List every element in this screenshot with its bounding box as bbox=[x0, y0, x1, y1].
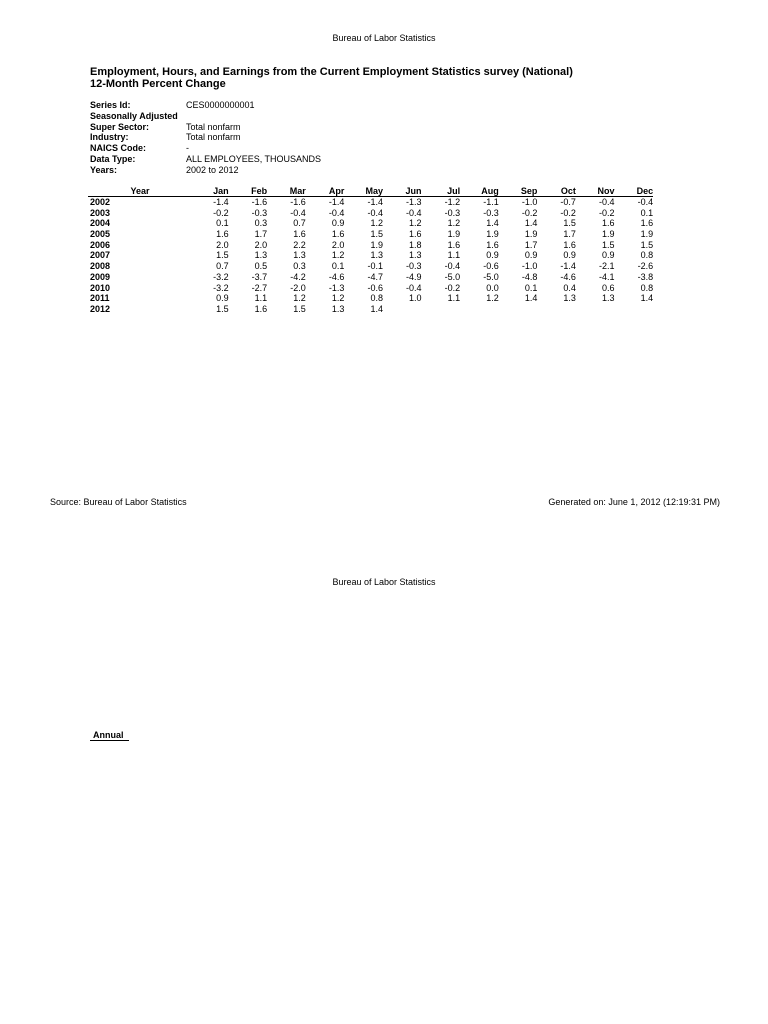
table-cell: -0.3 bbox=[444, 207, 461, 218]
table-row bbox=[88, 218, 653, 229]
table-row bbox=[88, 229, 653, 240]
table-cell: -0.6 bbox=[483, 261, 499, 272]
table-cell: -1.0 bbox=[521, 261, 538, 272]
table-cell: -0.4 bbox=[599, 197, 615, 207]
table-cell: 1.3 bbox=[331, 303, 345, 314]
table-cell: -2.7 bbox=[251, 282, 268, 293]
table-cell: 1.3 bbox=[409, 250, 422, 261]
table-cell: 1.1 bbox=[447, 250, 461, 261]
table-cell: 1.9 bbox=[640, 229, 654, 240]
table-cell: 1.6 bbox=[409, 229, 422, 240]
table-cell: -0.3 bbox=[406, 261, 422, 272]
meta-label: Seasonally Adjusted bbox=[90, 110, 178, 121]
table-cell: -0.4 bbox=[406, 282, 422, 293]
table-cell: -4.2 bbox=[290, 271, 306, 282]
table-cell: 1.4 bbox=[486, 218, 499, 229]
meta-row-naics-code bbox=[90, 143, 321, 154]
row-year: 2012 bbox=[90, 303, 111, 314]
table-cell: 1.4 bbox=[524, 293, 538, 304]
table-cell: 1.6 bbox=[254, 303, 268, 314]
table-cell: -2.0 bbox=[290, 282, 306, 293]
row-year: 2005 bbox=[90, 229, 111, 240]
meta-row-years bbox=[90, 165, 321, 176]
table-cell: 1.9 bbox=[486, 229, 499, 240]
table-cell: 2.0 bbox=[331, 239, 345, 250]
table-cell: -0.2 bbox=[444, 282, 461, 293]
table-cell: 1.4 bbox=[370, 303, 383, 314]
meta-value: 2002 to 2012 bbox=[186, 164, 239, 175]
table-cell: 1.5 bbox=[216, 250, 229, 261]
meta-value: ALL EMPLOYEES, THOUSANDS bbox=[186, 153, 322, 164]
table-cell: -0.4 bbox=[444, 261, 461, 272]
table-row bbox=[88, 197, 653, 208]
table-cell: 1.5 bbox=[563, 218, 576, 229]
table-cell: -3.2 bbox=[213, 271, 229, 282]
meta-row-series-id bbox=[90, 100, 321, 111]
meta-label: Data Type: bbox=[90, 153, 136, 164]
table-cell: 0.3 bbox=[293, 261, 306, 272]
percent-change-table bbox=[88, 186, 653, 315]
table-cell: 2.2 bbox=[293, 239, 306, 250]
table-cell: -0.4 bbox=[290, 207, 306, 218]
table-cell: 1.9 bbox=[602, 229, 615, 240]
table-cell: 0.9 bbox=[486, 250, 499, 261]
table-cell bbox=[383, 304, 422, 315]
page2-header: Bureau of Labor Statistics bbox=[332, 577, 436, 587]
table-cell: 0.9 bbox=[331, 218, 345, 229]
table-cell: 0.1 bbox=[524, 282, 538, 293]
table-cell: -4.1 bbox=[599, 271, 615, 282]
table-cell: -3.7 bbox=[251, 271, 268, 282]
table-cell: 1.2 bbox=[486, 293, 499, 304]
table-row bbox=[88, 283, 653, 294]
table-cell: -5.0 bbox=[444, 271, 461, 282]
meta-label: Series Id: bbox=[90, 100, 131, 110]
table-cell: 1.6 bbox=[640, 218, 654, 229]
report-title: Employment, Hours, and Earnings from the Current Employment Statistics survey (National) bbox=[90, 66, 573, 78]
table-cell: 1.5 bbox=[602, 239, 615, 250]
table-cell: 0.0 bbox=[486, 282, 499, 293]
table-cell: 1.6 bbox=[486, 239, 499, 250]
meta-label: NAICS Code: bbox=[90, 143, 146, 154]
table-row bbox=[88, 208, 653, 219]
table-cell: 0.1 bbox=[331, 261, 345, 272]
table-cell: -0.3 bbox=[251, 207, 268, 218]
footer-source: Source: Bureau of Labor Statistics bbox=[50, 497, 187, 507]
table-cell bbox=[460, 304, 499, 315]
column-header-dec: Dec bbox=[636, 186, 654, 196]
table-cell: -0.2 bbox=[560, 207, 576, 218]
column-header-may: May bbox=[365, 186, 383, 196]
table-cell: -0.1 bbox=[367, 261, 383, 272]
row-year: 2011 bbox=[90, 293, 110, 304]
table-cell: -1.1 bbox=[483, 197, 499, 207]
page-header: Bureau of Labor Statistics bbox=[332, 33, 436, 43]
table-cell: 1.3 bbox=[563, 293, 576, 304]
table-cell: 1.2 bbox=[447, 218, 461, 229]
row-year: 2008 bbox=[90, 261, 111, 272]
table-cell: -0.2 bbox=[213, 207, 229, 218]
table-cell: 1.6 bbox=[447, 239, 461, 250]
table-cell: -1.3 bbox=[406, 197, 422, 207]
table-cell: 0.3 bbox=[254, 218, 268, 229]
meta-label: Industry: bbox=[90, 132, 129, 143]
row-year: 2004 bbox=[90, 218, 111, 229]
table-cell bbox=[576, 304, 615, 315]
table-cell: -2.6 bbox=[637, 261, 654, 272]
row-year: 2002 bbox=[90, 197, 111, 207]
table-cell: -1.6 bbox=[251, 197, 268, 207]
meta-value: Total nonfarm bbox=[186, 121, 241, 132]
meta-label: Years: bbox=[90, 164, 118, 175]
table-row bbox=[88, 272, 653, 283]
table-cell: 0.8 bbox=[640, 250, 654, 261]
table-cell: 1.5 bbox=[293, 303, 306, 314]
table-cell: 1.9 bbox=[524, 229, 538, 240]
table-cell: 1.3 bbox=[602, 293, 615, 304]
table-cell: 0.1 bbox=[216, 218, 229, 229]
table-cell bbox=[537, 304, 576, 315]
table-cell: 1.2 bbox=[293, 293, 306, 304]
table-cell: 1.2 bbox=[331, 293, 345, 304]
table-cell: 0.9 bbox=[216, 293, 229, 304]
table-header-row bbox=[88, 186, 653, 197]
table-cell: 2.0 bbox=[216, 239, 229, 250]
table-cell: 1.3 bbox=[370, 250, 383, 261]
meta-row-data-type bbox=[90, 154, 321, 165]
table-cell: -4.9 bbox=[406, 271, 422, 282]
table-body bbox=[88, 197, 653, 315]
table-cell: 1.7 bbox=[563, 229, 576, 240]
table-cell: 0.7 bbox=[216, 261, 229, 272]
table-cell: 1.6 bbox=[602, 218, 615, 229]
table-cell: 0.1 bbox=[640, 207, 654, 218]
table-cell: 0.7 bbox=[293, 218, 306, 229]
table-cell: -0.2 bbox=[521, 207, 538, 218]
table-cell: 0.8 bbox=[370, 293, 383, 304]
column-header-nov: Nov bbox=[597, 186, 615, 196]
table-cell: -0.2 bbox=[599, 207, 615, 218]
table-row bbox=[88, 304, 653, 315]
column-header-sep: Sep bbox=[520, 186, 538, 196]
table-cell: 1.1 bbox=[254, 293, 268, 304]
table-cell: 1.4 bbox=[524, 218, 538, 229]
table-cell: -0.4 bbox=[367, 207, 383, 218]
table-cell: -0.7 bbox=[560, 197, 576, 207]
column-header-jul: Jul bbox=[447, 186, 461, 196]
table-cell: -1.6 bbox=[290, 197, 306, 207]
table-cell: -0.4 bbox=[328, 207, 345, 218]
table-cell: 0.9 bbox=[563, 250, 576, 261]
table-cell: 1.8 bbox=[409, 239, 422, 250]
table-cell: -4.8 bbox=[521, 271, 538, 282]
column-header-mar: Mar bbox=[289, 186, 306, 196]
table-cell: -1.4 bbox=[560, 261, 576, 272]
table-cell: -1.2 bbox=[444, 197, 461, 207]
table-cell: -1.0 bbox=[521, 197, 538, 207]
table-cell: 0.9 bbox=[524, 250, 538, 261]
meta-row-super-sector bbox=[90, 122, 321, 133]
table-cell: -1.4 bbox=[328, 197, 345, 207]
table-cell: 1.5 bbox=[370, 229, 383, 240]
meta-label: Super Sector: bbox=[90, 121, 150, 132]
table-cell: 1.6 bbox=[563, 239, 576, 250]
table-cell: -4.6 bbox=[560, 271, 576, 282]
table-cell: 0.8 bbox=[640, 282, 654, 293]
table-cell: -1.4 bbox=[367, 197, 383, 207]
meta-row-seasonally-adjusted bbox=[90, 111, 321, 122]
column-header-jan: Jan bbox=[213, 186, 229, 196]
table-cell: 1.9 bbox=[370, 239, 383, 250]
table-cell: -0.4 bbox=[406, 207, 422, 218]
table-cell: -0.6 bbox=[367, 282, 383, 293]
meta-value: CES0000000001 bbox=[186, 100, 255, 110]
table-cell: 1.6 bbox=[293, 229, 306, 240]
table-cell: 1.9 bbox=[447, 229, 461, 240]
report-subtitle: 12-Month Percent Change bbox=[90, 78, 226, 90]
row-year: 2009 bbox=[90, 271, 111, 282]
table-cell: 1.5 bbox=[216, 303, 229, 314]
table-cell: 0.4 bbox=[563, 282, 576, 293]
table-cell: -1.4 bbox=[213, 197, 229, 207]
table-cell: -4.7 bbox=[367, 271, 383, 282]
table-row bbox=[88, 293, 653, 304]
column-header-oct: Oct bbox=[560, 186, 576, 196]
table-cell bbox=[422, 304, 461, 315]
column-header-jun: Jun bbox=[405, 186, 422, 196]
table-cell: 0.6 bbox=[602, 282, 615, 293]
table-row bbox=[88, 240, 653, 251]
meta-row-industry bbox=[90, 132, 321, 143]
footer-generated: Generated on: June 1, 2012 (12:19:31 PM) bbox=[548, 497, 720, 507]
table-cell: 1.3 bbox=[254, 250, 268, 261]
table-cell: -1.3 bbox=[328, 282, 345, 293]
column-header-apr: Apr bbox=[328, 186, 345, 196]
row-year: 2007 bbox=[90, 250, 111, 261]
table-cell: -0.4 bbox=[637, 197, 654, 207]
column-header-year: Year bbox=[130, 186, 150, 196]
table-cell: 0.5 bbox=[254, 261, 268, 272]
table-cell: 2.0 bbox=[254, 239, 268, 250]
table-cell: 1.7 bbox=[254, 229, 268, 240]
table-row bbox=[88, 261, 653, 272]
table-cell: 1.3 bbox=[293, 250, 306, 261]
row-year: 2010 bbox=[90, 282, 111, 293]
row-year: 2003 bbox=[90, 207, 111, 218]
table-cell: 1.1 bbox=[447, 293, 461, 304]
table-cell: -3.2 bbox=[213, 282, 229, 293]
annual-column-header: Annual bbox=[90, 730, 129, 741]
table-cell: 1.2 bbox=[409, 218, 422, 229]
table-cell: -2.1 bbox=[599, 261, 615, 272]
table-cell: 1.6 bbox=[331, 229, 345, 240]
table-cell: -4.6 bbox=[328, 271, 345, 282]
table-cell: 0.9 bbox=[602, 250, 615, 261]
row-year: 2006 bbox=[90, 239, 111, 250]
table-cell: 1.2 bbox=[331, 250, 345, 261]
table-cell: 1.2 bbox=[370, 218, 383, 229]
table-cell: 1.7 bbox=[524, 239, 538, 250]
table-cell: -0.3 bbox=[483, 207, 499, 218]
table-cell: 1.0 bbox=[409, 293, 422, 304]
table-row bbox=[88, 250, 653, 261]
table-cell: -3.8 bbox=[637, 271, 654, 282]
series-metadata bbox=[90, 100, 321, 176]
meta-value: Total nonfarm bbox=[186, 132, 241, 143]
table-cell bbox=[615, 304, 654, 315]
column-header-feb: Feb bbox=[251, 186, 268, 196]
meta-value: - bbox=[186, 143, 189, 154]
table-cell: 1.5 bbox=[640, 239, 654, 250]
table-cell: 1.6 bbox=[216, 229, 229, 240]
table-cell bbox=[499, 304, 538, 315]
column-header-aug: Aug bbox=[481, 186, 499, 196]
table-cell: 1.4 bbox=[640, 293, 654, 304]
table-cell: -5.0 bbox=[483, 271, 499, 282]
